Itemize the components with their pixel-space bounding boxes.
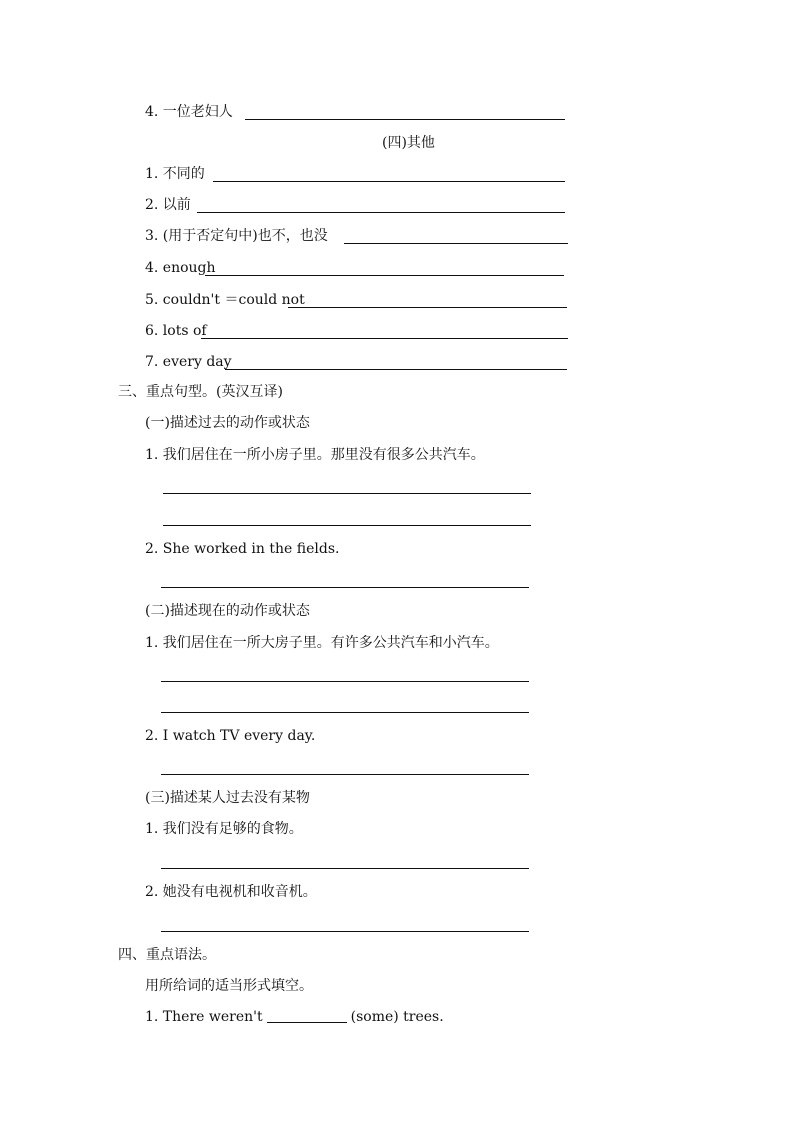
question: 1. 我们居住在一所大房子里。有许多公共汽车和小汽车。 [145, 635, 499, 651]
vocab-item-label: 7. every day [145, 354, 232, 370]
question: 1. 我们居住在一所小房子里。那里没有很多公共汽车。 [145, 447, 485, 463]
answer-line[interactable] [245, 119, 565, 120]
vocab-item-label: 1. 不同的 [145, 166, 205, 182]
answer-line[interactable] [163, 493, 531, 494]
answer-line[interactable] [225, 369, 567, 370]
answer-line[interactable] [161, 681, 529, 682]
group-title: (二)描述现在的动作或状态 [145, 603, 310, 619]
answer-line[interactable] [213, 181, 565, 182]
answer-line[interactable] [161, 868, 529, 869]
answer-line[interactable] [161, 774, 529, 775]
answer-line[interactable] [344, 243, 568, 244]
answer-line[interactable] [161, 712, 529, 713]
answer-line[interactable] [163, 525, 531, 526]
question: 2. She worked in the fields. [145, 541, 340, 557]
section-title: (四)其他 [382, 135, 435, 151]
question: 2. 她没有电视机和收音机。 [145, 884, 317, 900]
section-heading: 四、重点语法。 [118, 947, 216, 963]
vocab-item-label: 3. (用于否定句中)也不，也没 [145, 228, 328, 244]
vocab-item-label: 5. couldn't ＝could not [145, 292, 305, 308]
instruction: 用所给词的适当形式填空。 [145, 978, 313, 994]
question-text-post: (some) trees. [350, 1009, 444, 1025]
vocab-item-label: 2. 以前 [145, 197, 191, 213]
answer-line[interactable] [201, 338, 568, 339]
group-title: (三)描述某人过去没有某物 [145, 790, 310, 806]
answer-line[interactable] [288, 307, 567, 308]
answer-line[interactable] [197, 212, 565, 213]
answer-line[interactable] [161, 587, 529, 588]
section-heading: 三、重点句型。(英汉互译) [118, 384, 283, 400]
vocab-item-label: 6. lots of [145, 323, 207, 339]
answer-line[interactable] [205, 275, 564, 276]
question: 2. I watch TV every day. [145, 728, 316, 744]
vocab-item-label: 4. 一位老妇人 [145, 104, 233, 120]
answer-line[interactable] [161, 931, 529, 932]
group-title: (一)描述过去的动作或状态 [145, 415, 310, 431]
question: 1. 我们没有足够的食物。 [145, 821, 303, 837]
question-text-pre: 1. There weren't [145, 1009, 263, 1025]
blank-input[interactable] [267, 1008, 347, 1023]
grammar-question [145, 1008, 444, 1026]
vocab-item-label: 4. enough [145, 260, 216, 276]
